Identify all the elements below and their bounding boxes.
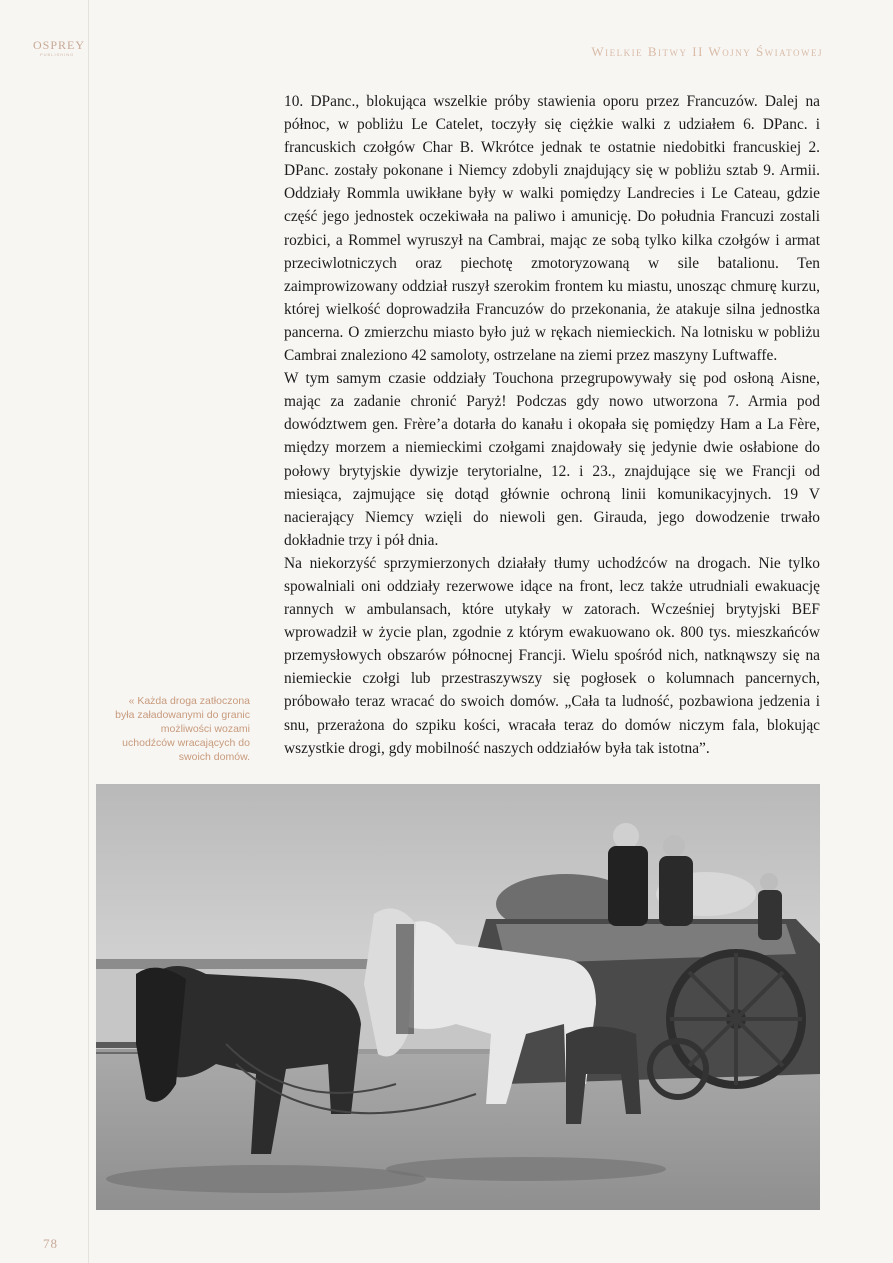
running-head: Wielkie Bitwy II Wojny Światowej [591,44,823,59]
paragraph-1: 10. DPanc., blokująca wszelkie próby stawienia oporu przez Francuzów. Dalej na północ, w pobliżu Le Catelet, toczyły się ciężkie walki z udziałem 6. DPanc. i francuskich czołgów Char B. Wkrótce jednak te ostatnie niedobitki francuskiej 2. DPanc. zostały pokonane i Niemcy zdobyli znajdujący się w pobliżu sztab 9. Armii. Oddziały Rommla uwikłane były w walki pomiędzy Landrecies i Le Cateau, gdzie część jego jednostek oczekiwała na paliwo i amunicję. Do południa Francuzi zostali rozbici, a Rommel wyruszył na Cambrai, mając ze sobą tylko kilka czołgów i armat przeciwlotniczych oraz piechotę zmotoryzowaną w sile batalionu. Ten zaimprowizowany oddział ruszył szerokim frontem ku miastu, unosząc chmurę kurzu, której wielkość doprowadziła Francuzów do przekonania, że atakuje silna jednostka pancerna. O zmierzchu miasto było już w rękach niemieckich. Na lotnisku w pobliżu Cambrai znaleziono 42 samoloty, ostrzelane na ziemi przez maszyny Luftwaffe. [284,93,820,365]
photo-caption: « Każda droga zatłoczona była załadowanymi do granic możliwości wozami uchodźców wracających do swoich domów. [115,695,250,763]
paragraph-3: Na niekorzyść sprzymierzonych działały tłumy uchodźców na drogach. Nie tylko spowalniali oni oddziały rezerwowe idące na front, lecz także utrudniali ewakuację rannych w ambulansach, które utykały w zatorach. Wcześniej brytyjski BEF wprowadził w życie plan, zgodnie z którym ewakuowano ok. 800 tys. mieszkańców przemysłowych obszarów północnej Francji. Wielu spośród nich, natknąwszy się na niemieckie czołgi lub przestraszywszy się pogłosek o kolumnach pancernych, próbowało teraz wracać do swoich domów. „Cała ta ludność, pozbawiona jedzenia i snu, przerażona do szpiku kości, wracała teraz do domów niczym fala, blokując wszystkie drogi, gdy mobilność naszych oddziałów była tak istotna”. [284,554,820,757]
refugee-cart-photo [96,784,820,1210]
publisher-sub: PUBLISHING [40,52,75,57]
publisher-logo: OSPREY [33,38,86,52]
body-text [284,90,820,760]
photo-illustration [96,784,820,1210]
paragraph-2: W tym samym czasie oddziały Touchona przegrupowywały się pod osłoną Aisne, mając za zadanie chronić Paryż! Podczas gdy nowo utworzona 7. Armia pod dowództwem gen. Frère’a dotarła do kanału i okopała się pomiędzy Ham a La Fère, między morzem a niemieckimi czołgami znajdowały się jedynie dwie osłabione do połowy brytyjskie dywizje terytorialne, 12. i 23., znajdujące się we Francji od miesiąca, zajmujące się dotąd głównie ochroną linii komunikacyjnych. 19 V nacierający Niemcy wzięli do niewoli gen. Girauda, jego dowodzenie trwało dokładnie trzy i pół dnia. [284,370,820,549]
page-gutter [88,0,89,1263]
page-number: 78 [43,1236,58,1251]
